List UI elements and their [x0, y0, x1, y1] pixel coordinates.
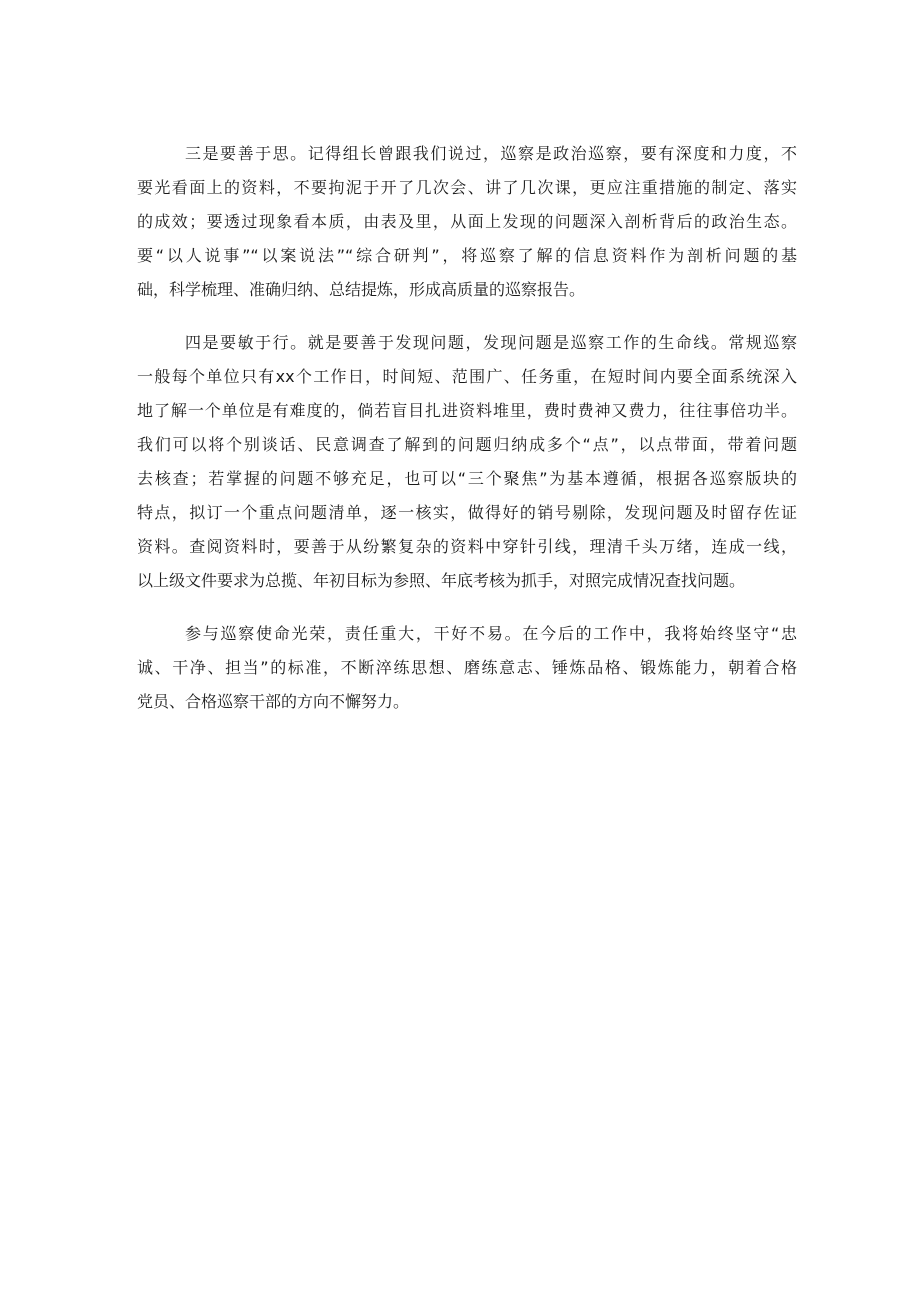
- paragraph-line: 三是要善于思。记得组长曾跟我们说过，巡察是政治巡察，要有深度和力度，不: [185, 144, 797, 163]
- paragraph-conclusion: [137, 617, 797, 719]
- paragraph-line: 要“以人说事”“以案说法”“综合研判”，将巡察了解的信息资料作为剖析问题的基: [137, 246, 797, 265]
- paragraph-thinking: [137, 137, 797, 307]
- paragraph-line: 础，科学梳理、准确归纳、总结提炼，形成高质量的巡察报告。: [137, 280, 586, 299]
- paragraph-action: [137, 326, 797, 598]
- paragraph-line: 资料。查阅资料时，要善于从纷繁复杂的资料中穿针引线，理清千头万绪，连成一线，: [137, 537, 797, 556]
- paragraph-line: 的成效；要透过现象看本质，由表及里，从面上发现的问题深入剖析背后的政治生态。: [137, 212, 797, 231]
- paragraph-line: 要光看面上的资料，不要拘泥于开了几次会、讲了几次课，更应注重措施的制定、落实: [137, 178, 797, 197]
- paragraph-line: 党员、合格巡察干部的方向不懈努力。: [137, 692, 410, 711]
- paragraph-line: 以上级文件要求为总揽、年初目标为参照、年底考核为抓手，对照完成情况查找问题。: [137, 571, 746, 590]
- paragraph-line: 一般每个单位只有xx个工作日，时间短、范围广、任务重，在短时间内要全面系统深入: [137, 367, 797, 386]
- paragraph-line: 去核查；若掌握的问题不够充足，也可以“三个聚焦”为基本遵循，根据各巡察版块的: [137, 469, 797, 488]
- paragraph-line: 地了解一个单位是有难度的，倘若盲目扎进资料堆里，费时费神又费力，往往事倍功半。: [137, 401, 797, 420]
- document-body: [137, 137, 797, 738]
- paragraph-line: 特点，拟订一个重点问题清单，逐一核实，做得好的销号剔除，发现问题及时留存佐证: [137, 503, 797, 522]
- paragraph-line: 诚、干净、担当”的标准，不断淬练思想、磨练意志、锤炼品格、锻炼能力，朝着合格: [137, 658, 797, 677]
- paragraph-line: 我们可以将个别谈话、民意调查了解到的问题归纳成多个“点”，以点带面，带着问题: [137, 435, 797, 454]
- paragraph-line: 四是要敏于行。就是要善于发现问题，发现问题是巡察工作的生命线。常规巡察: [185, 333, 797, 352]
- paragraph-line: 参与巡察使命光荣，责任重大，干好不易。在今后的工作中，我将始终坚守“忠: [185, 624, 797, 643]
